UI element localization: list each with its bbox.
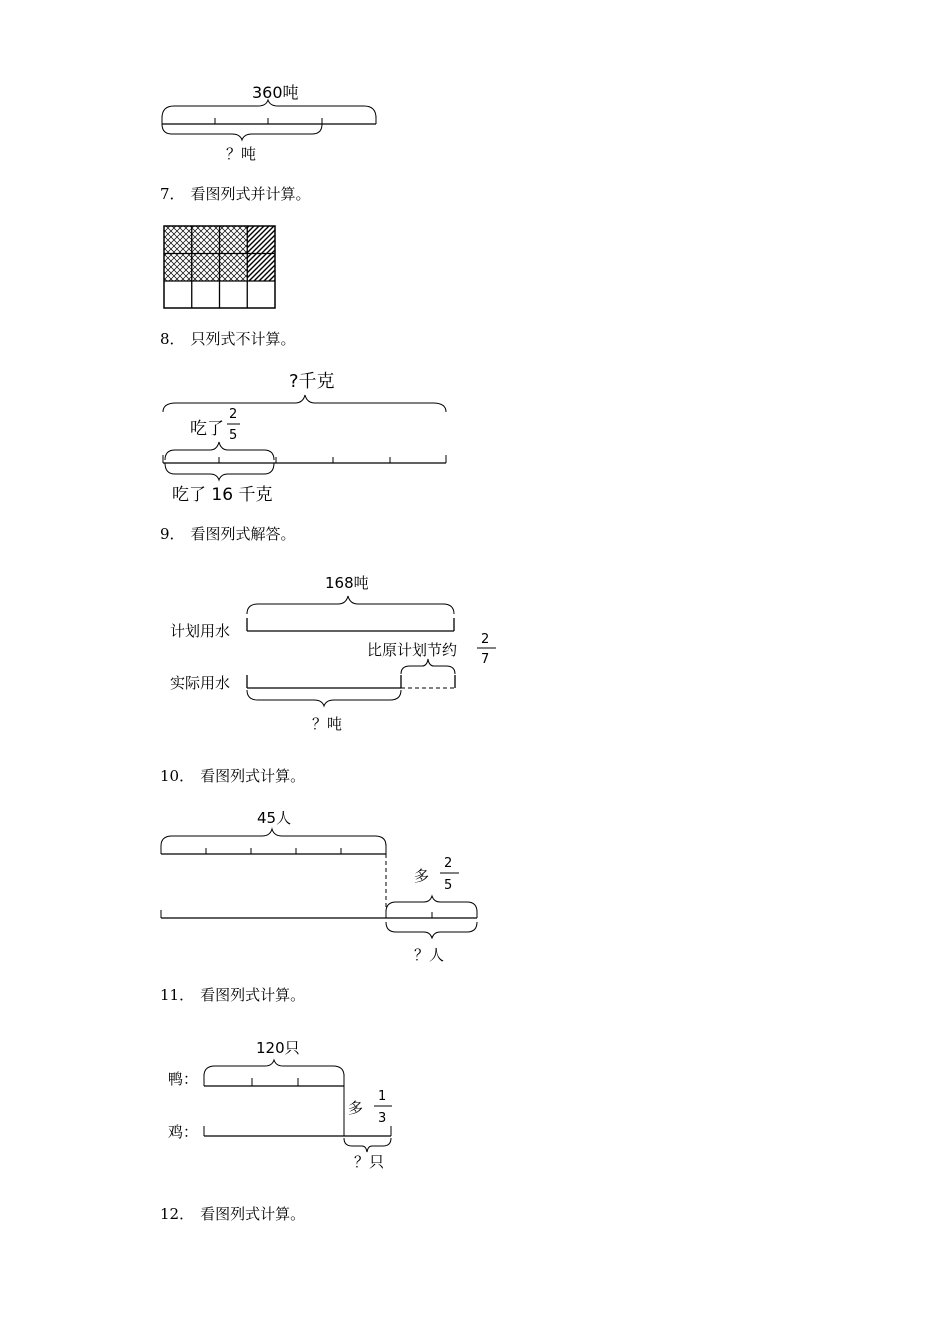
fraction-denominator: 3	[378, 1111, 387, 1126]
question-text: 看图列式解答。	[190, 525, 296, 543]
question-text: 看图列式计算。	[200, 767, 306, 785]
question-12	[160, 1204, 305, 1224]
total-label: 45人	[257, 809, 292, 827]
fraction-denominator: 5	[444, 878, 453, 893]
question-number: 8．	[160, 330, 185, 348]
question-text: 看图列式计算。	[200, 986, 306, 1004]
question-number: 11．	[160, 986, 195, 1004]
more-label: 多	[348, 1099, 364, 1117]
question-text: 只列式不计算。	[190, 330, 296, 348]
total-label: 168吨	[325, 574, 369, 592]
question-text: 看图列式计算。	[200, 1205, 306, 1223]
unknown-label: ？吨	[312, 715, 343, 733]
total-label: 360吨	[252, 83, 299, 102]
total-label: 120只	[256, 1039, 300, 1057]
question-text: 看图列式并计算。	[190, 185, 311, 203]
total-label: ?千克	[289, 371, 335, 392]
question-number: 10．	[160, 767, 195, 785]
question-number: 9．	[160, 525, 185, 543]
fraction-numerator: 2	[481, 632, 490, 647]
fraction-numerator: 1	[378, 1089, 387, 1104]
question-number: 12．	[160, 1205, 195, 1223]
ate-prefix: 吃了	[190, 419, 224, 439]
fraction-denominator: 5	[229, 428, 238, 443]
plan-row-label: 计划用水	[170, 622, 231, 640]
duck-label: 鸭：	[168, 1070, 199, 1088]
fraction-numerator: 2	[229, 407, 238, 422]
unknown-label: ？只	[354, 1153, 385, 1171]
saving-label: 比原计划节约	[367, 641, 458, 659]
bottom-brace	[344, 1138, 391, 1152]
fraction-numerator: 2	[444, 856, 453, 871]
actual-row-label: 实际用水	[170, 674, 231, 692]
top-brace	[204, 1060, 344, 1076]
question-number: 7．	[160, 185, 185, 203]
chicken-label: 鸡：	[168, 1123, 199, 1141]
unknown-label: ？人	[414, 946, 445, 964]
unknown-label: ？吨	[226, 145, 257, 163]
fraction-denominator: 7	[481, 652, 490, 667]
more-label: 多	[414, 867, 430, 885]
ate-amount: 吃了 16 千克	[172, 485, 273, 505]
